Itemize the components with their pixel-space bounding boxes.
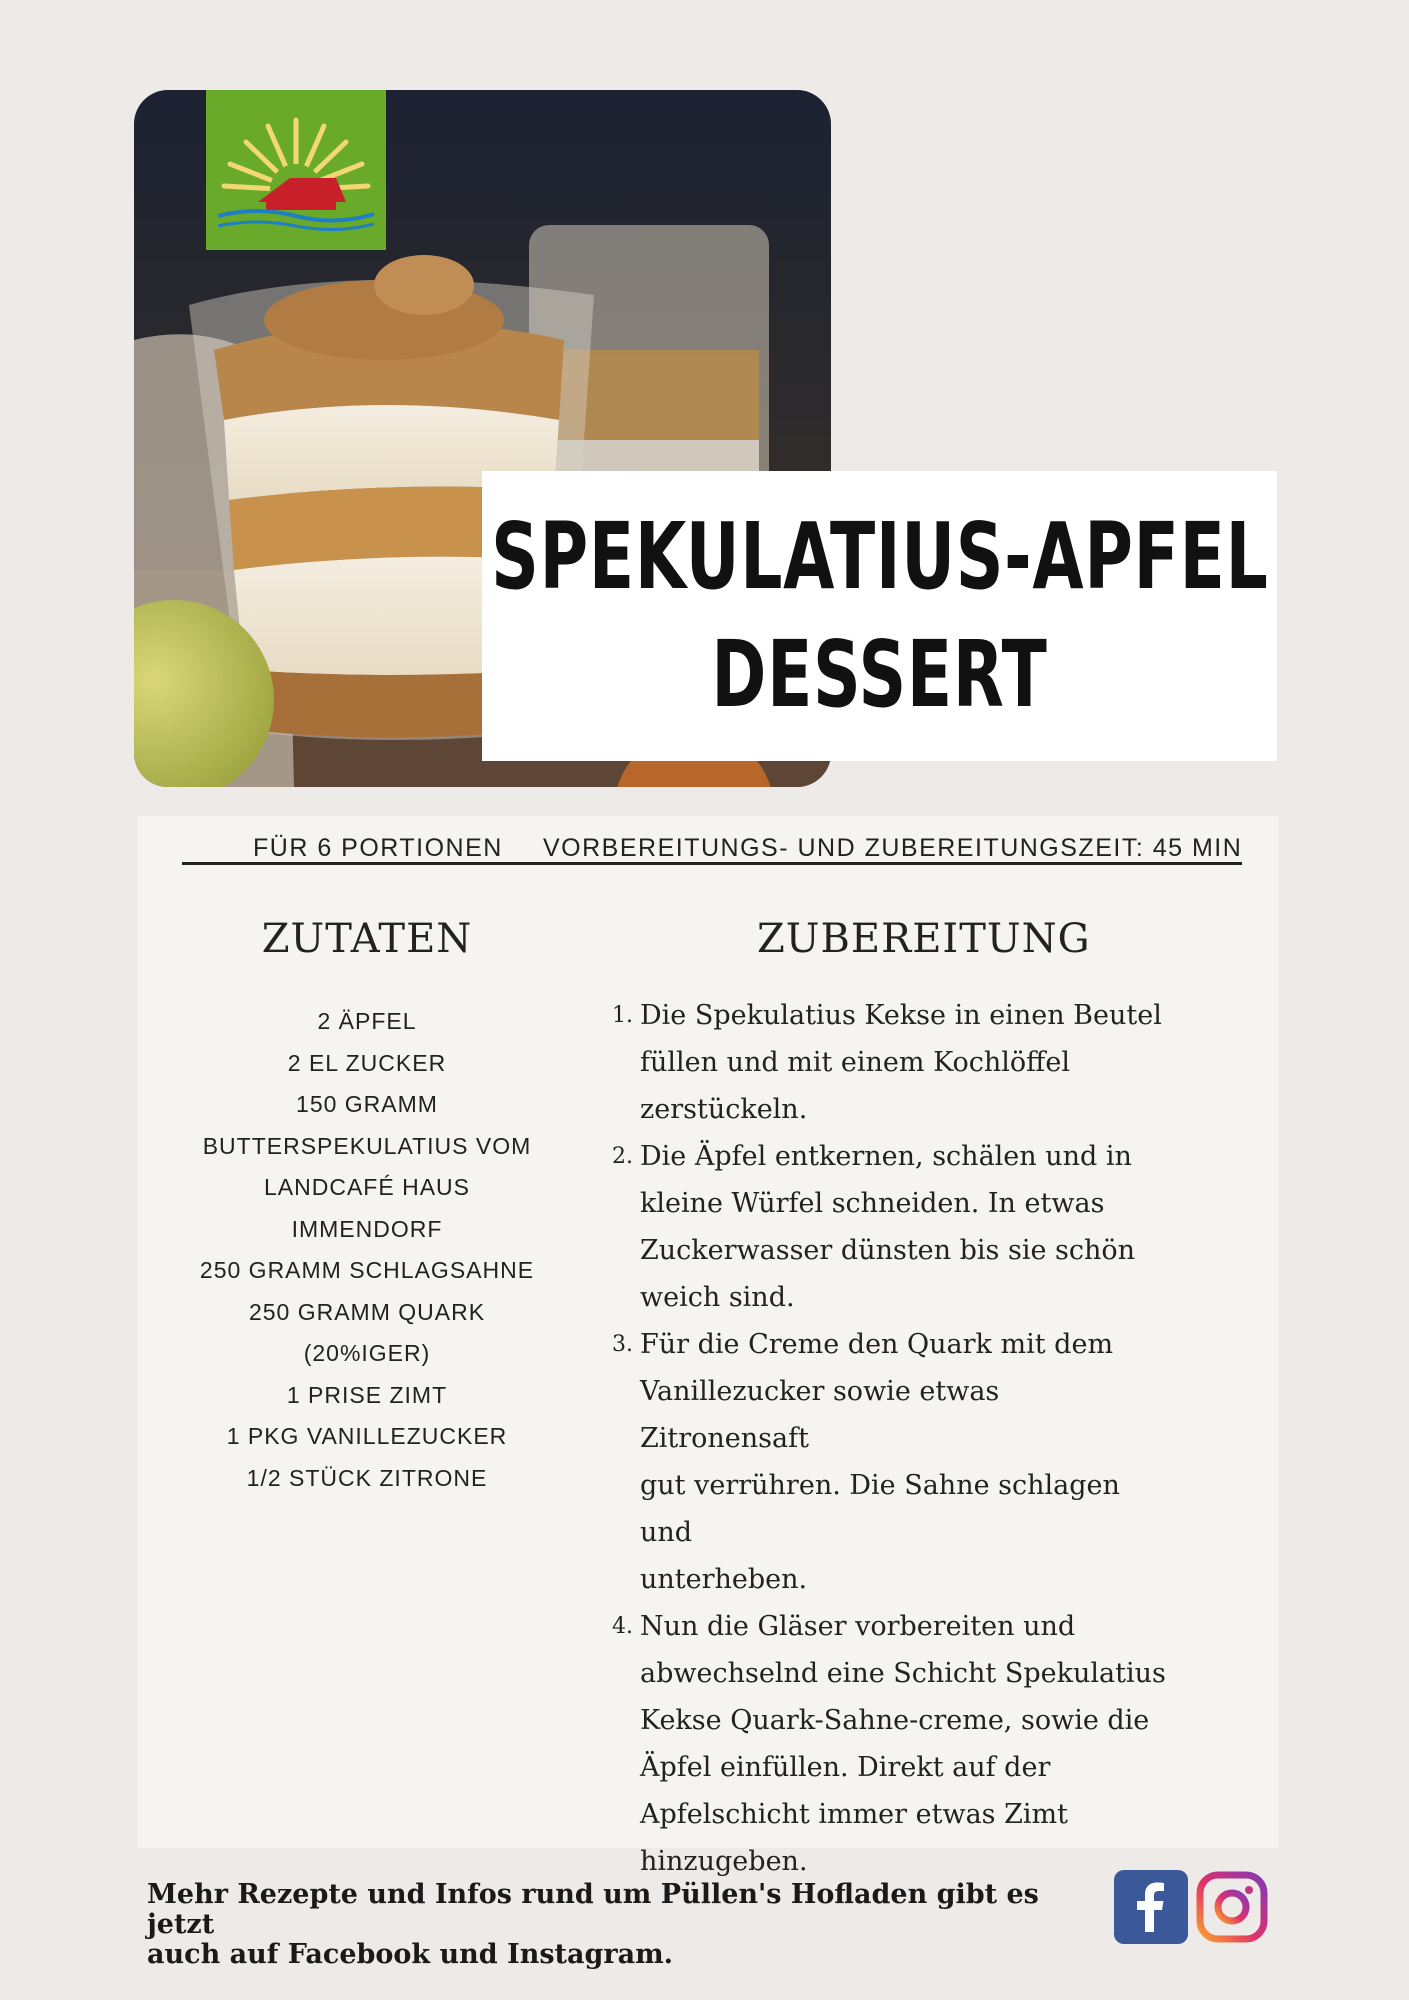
- ingredient-item: 1/2 STÜCK ZITRONE: [246, 1464, 488, 1491]
- step-number: 3.: [612, 1332, 633, 1357]
- facebook-icon[interactable]: [1114, 1870, 1188, 1944]
- ingredient-item: (20%IGER): [303, 1340, 431, 1366]
- ingredient-item: IMMENDORF: [291, 1215, 443, 1242]
- preparation-heading: ZUBEREITUNG: [757, 916, 1091, 962]
- step-number: 2.: [612, 1144, 633, 1169]
- ingredient-item: 150 GRAMM: [296, 1091, 438, 1117]
- preparation-steps: [612, 992, 1172, 1885]
- step-line: weich sind.: [640, 1282, 795, 1313]
- ingredients-list: [157, 1001, 577, 1499]
- step-line: hinzugeben.: [640, 1846, 808, 1877]
- ingredient-item: 250 GRAMM QUARK: [248, 1298, 486, 1325]
- ingredient-item: 1 PKG VANILLEZUCKER: [226, 1423, 508, 1449]
- servings-label: FÜR 6 PORTIONEN: [253, 834, 503, 862]
- instagram-icon[interactable]: [1195, 1870, 1269, 1944]
- step-number: 1.: [612, 1003, 633, 1028]
- step-line: Nun die Gläser vorbereiten und: [640, 1611, 1076, 1642]
- footer-line-2: auch auf Facebook und Instagram.: [147, 1939, 674, 1970]
- step-line: gut verrühren. Die Sahne schlagen und: [640, 1470, 1120, 1548]
- ingredient-item: 2 EL ZUCKER: [287, 1049, 447, 1076]
- ingredient-item: 250 GRAMM SCHLAGSAHNE: [199, 1257, 535, 1283]
- footer-line-1: Mehr Rezepte und Infos rund um Püllen's Hofladen gibt es jetzt: [147, 1879, 1039, 1940]
- time-label: VORBEREITUNGS- UND ZUBEREITUNGSZEIT: 45 MIN: [543, 834, 1243, 862]
- ingredient-item: 2 ÄPFEL: [317, 1008, 417, 1034]
- recipe-card: [137, 816, 1279, 1877]
- title-line-1: SPEKULATIUS-APFEL: [490, 503, 1269, 610]
- step-line: Zuckerwasser dünsten bis sie schön: [640, 1235, 1136, 1266]
- step-line: füllen und mit einem Kochlöffel: [640, 1047, 1070, 1078]
- ingredients-heading: ZUTATEN: [261, 916, 473, 962]
- step-number: 4.: [612, 1614, 633, 1639]
- step-line: Die Spekulatius Kekse in einen Beutel: [640, 1000, 1162, 1031]
- step-item: [612, 1603, 1172, 1885]
- step-line: kleine Würfel schneiden. In etwas: [640, 1188, 1105, 1219]
- title-box: [482, 471, 1277, 761]
- step-item: [612, 1133, 1172, 1321]
- step-line: Apfelschicht immer etwas Zimt: [640, 1799, 1068, 1830]
- step-item: [612, 1321, 1172, 1603]
- ingredient-item: 1 PRISE ZIMT: [286, 1381, 448, 1408]
- ingredient-item: BUTTERSPEKULATIUS VOM: [202, 1132, 532, 1159]
- step-line: Kekse Quark-Sahne-creme, sowie die: [640, 1705, 1150, 1736]
- step-item: [612, 992, 1172, 1133]
- step-line: zerstückeln.: [640, 1094, 808, 1125]
- title-line-2: DESSERT: [711, 621, 1048, 728]
- step-line: Vanillezucker sowie etwas Zitronensaft: [640, 1376, 1000, 1454]
- step-line: Für die Creme den Quark mit dem: [640, 1329, 1114, 1360]
- step-line: Die Äpfel entkernen, schälen und in: [640, 1141, 1132, 1172]
- step-line: abwechselnd eine Schicht Spekulatius: [640, 1658, 1166, 1689]
- step-line: Äpfel einfüllen. Direkt auf der: [640, 1752, 1051, 1783]
- footer-text: [147, 1880, 1097, 1970]
- farm-logo: [206, 90, 386, 250]
- divider: [182, 862, 1242, 865]
- step-line: unterheben.: [640, 1564, 808, 1595]
- ingredient-item: LANDCAFÉ HAUS: [264, 1174, 470, 1200]
